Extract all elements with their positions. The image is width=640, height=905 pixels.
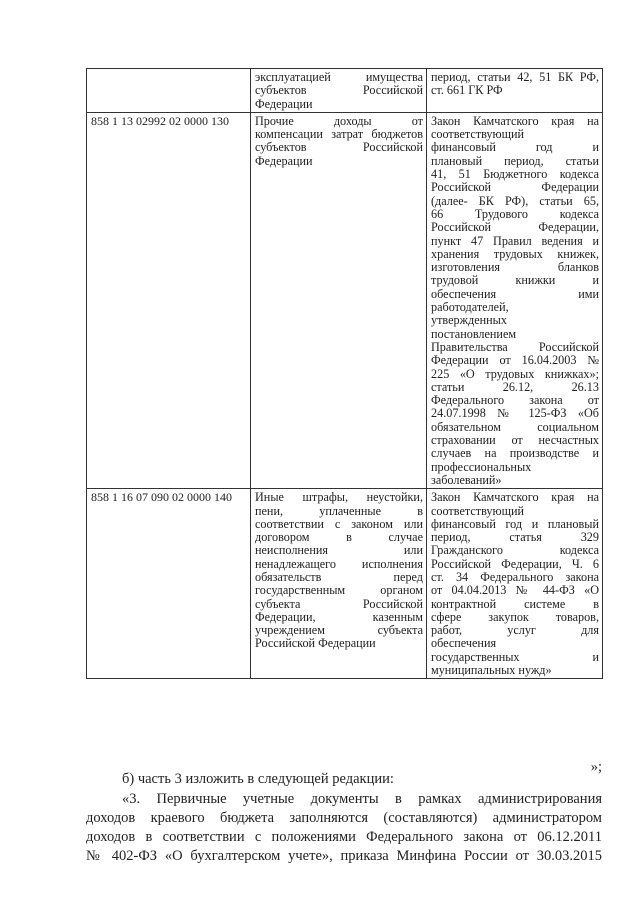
cell-line: 41, 51 Бюджетного кодекса [431, 167, 599, 182]
cell-line: 24.07.1998 № 125-ФЗ «Об [431, 406, 599, 421]
cell-line: хранения трудовых книжек, [431, 246, 599, 261]
cell-line: соответствии с законом или [255, 516, 423, 531]
cell-line: 225 «О трудовых книжках»; [431, 366, 599, 381]
cell-line: от 04.04.2013 № 44-ФЗ «О [431, 583, 599, 598]
cell-line: постановлением [431, 326, 517, 341]
cell-line: период, статьи 42, 51 БК РФ, [431, 70, 599, 84]
cell-line: страховании от несчастных [431, 433, 599, 448]
cell-line: период, статья 329 [431, 530, 599, 545]
cell-line: Гражданского кодекса [431, 543, 599, 558]
legal-basis-cell [427, 69, 603, 113]
revenue-table-body [87, 69, 603, 679]
cell-line: субъектов Российской [255, 140, 423, 155]
closing-quote: »; [590, 759, 602, 775]
cell-line: ненадлежащего исполнения [255, 556, 423, 571]
cell-line: Федерации [255, 96, 313, 111]
cell-line: субъектов Российской [255, 83, 423, 98]
revenue-code-cell: 858 1 13 02992 02 0000 130 [87, 112, 251, 488]
cell-line: муниципальных нужд» [431, 663, 552, 678]
revenue-code-cell: 858 1 16 07 090 02 0000 140 [87, 489, 251, 679]
cell-line: Иные штрафы, неустойки, [255, 490, 423, 505]
revenue-name-cell [251, 112, 427, 488]
cell-line: ст. 34 Федерального закона [431, 569, 599, 584]
cell-line: пени, уплаченные в [255, 503, 423, 518]
table-row [87, 489, 603, 679]
cell-line: пункт 47 Правил ведения и [431, 233, 599, 248]
cell-line: контрактной системе в [431, 596, 599, 611]
revenue-code-cell [87, 69, 251, 113]
cell-line: компенсации затрат бюджетов [255, 127, 423, 142]
cell-line: Федерального закона от [431, 393, 599, 408]
cell-line: финансовый год и [431, 140, 599, 155]
cell-line: эксплуатацией имущества [255, 70, 423, 84]
cell-line: государственным органом [255, 583, 423, 598]
cell-line: Закон Камчатского края на [431, 490, 599, 505]
cell-line: учреждением субъекта [255, 623, 423, 638]
cell-line: ст. 661 ГК РФ [431, 83, 503, 98]
cell-line: изготовления бланков [431, 260, 599, 275]
cell-line: обеспечения ими [431, 286, 599, 301]
cell-line: работодателей, [431, 300, 509, 315]
cell-line: случаев на производстве и [431, 446, 599, 461]
cell-line: государственных и [431, 649, 599, 664]
cell-line: финансовый год и плановый [431, 516, 599, 531]
paragraph-line: доходов в соответствии с положениями Федерального закона от 06.12.2011 [86, 829, 602, 845]
table-row [87, 112, 603, 488]
cell-line: трудовой книжки и [431, 273, 599, 288]
cell-line: 66 Трудового кодекса [431, 206, 599, 221]
cell-line: Российской Федерации [255, 636, 376, 651]
cell-line: профессиональных [431, 459, 532, 474]
paragraph-line: доходов краевого бюджета заполняются (составляются) администратором [86, 810, 602, 826]
cell-line: Федерации от 16.04.2003 № [431, 353, 599, 368]
cell-line: Федерации, казенным [255, 609, 423, 624]
revenue-name-cell [251, 69, 427, 113]
cell-line: утвержденных [431, 313, 507, 328]
cell-line: Российской Федерации [431, 180, 599, 195]
cell-line: статьи 26.12, 26.13 [431, 379, 599, 394]
cell-line: заболеваний» [431, 472, 502, 487]
paragraph-line: № 402-ФЗ «О бухгалтерском учете», приказа Минфина России от 30.03.2015 [86, 848, 602, 864]
cell-line: договором в случае [255, 530, 423, 545]
revenue-name-cell [251, 489, 427, 679]
paragraph-b: б) часть 3 изложить в следующей редакции: [122, 771, 394, 787]
revenue-table [86, 68, 603, 679]
legal-basis-cell [427, 112, 603, 488]
cell-line: Правительства Российской [431, 339, 599, 354]
cell-line: соответствующий [431, 503, 525, 518]
cell-line: неисполнения или [255, 543, 423, 558]
cell-line: обязательств перед [255, 569, 423, 584]
cell-line: сфере закупок товаров, [431, 609, 599, 624]
cell-line: обеспечения [431, 636, 497, 651]
cell-line: Федерации [255, 153, 313, 168]
cell-line: Прочие доходы от [255, 113, 423, 128]
cell-line: соответствующий [431, 127, 525, 142]
cell-line: Закон Камчатского края на [431, 113, 599, 128]
cell-line: плановый период, статьи [431, 153, 599, 168]
paragraph-3 [86, 790, 602, 866]
cell-line: (далее- БК РФ), статьи 65, [431, 193, 599, 208]
table-row [87, 69, 603, 113]
cell-line: Российской Федерации, [431, 220, 599, 235]
cell-line: субъекта Российской [255, 596, 423, 611]
cell-line: обязательном социальном [431, 419, 599, 434]
cell-line: Российской Федерации, Ч. 6 [431, 556, 599, 571]
legal-basis-cell [427, 489, 603, 679]
paragraph-line: «3. Первичные учетные документы в рамках администрирования [122, 791, 602, 807]
cell-line: работ, услуг для [431, 623, 599, 638]
